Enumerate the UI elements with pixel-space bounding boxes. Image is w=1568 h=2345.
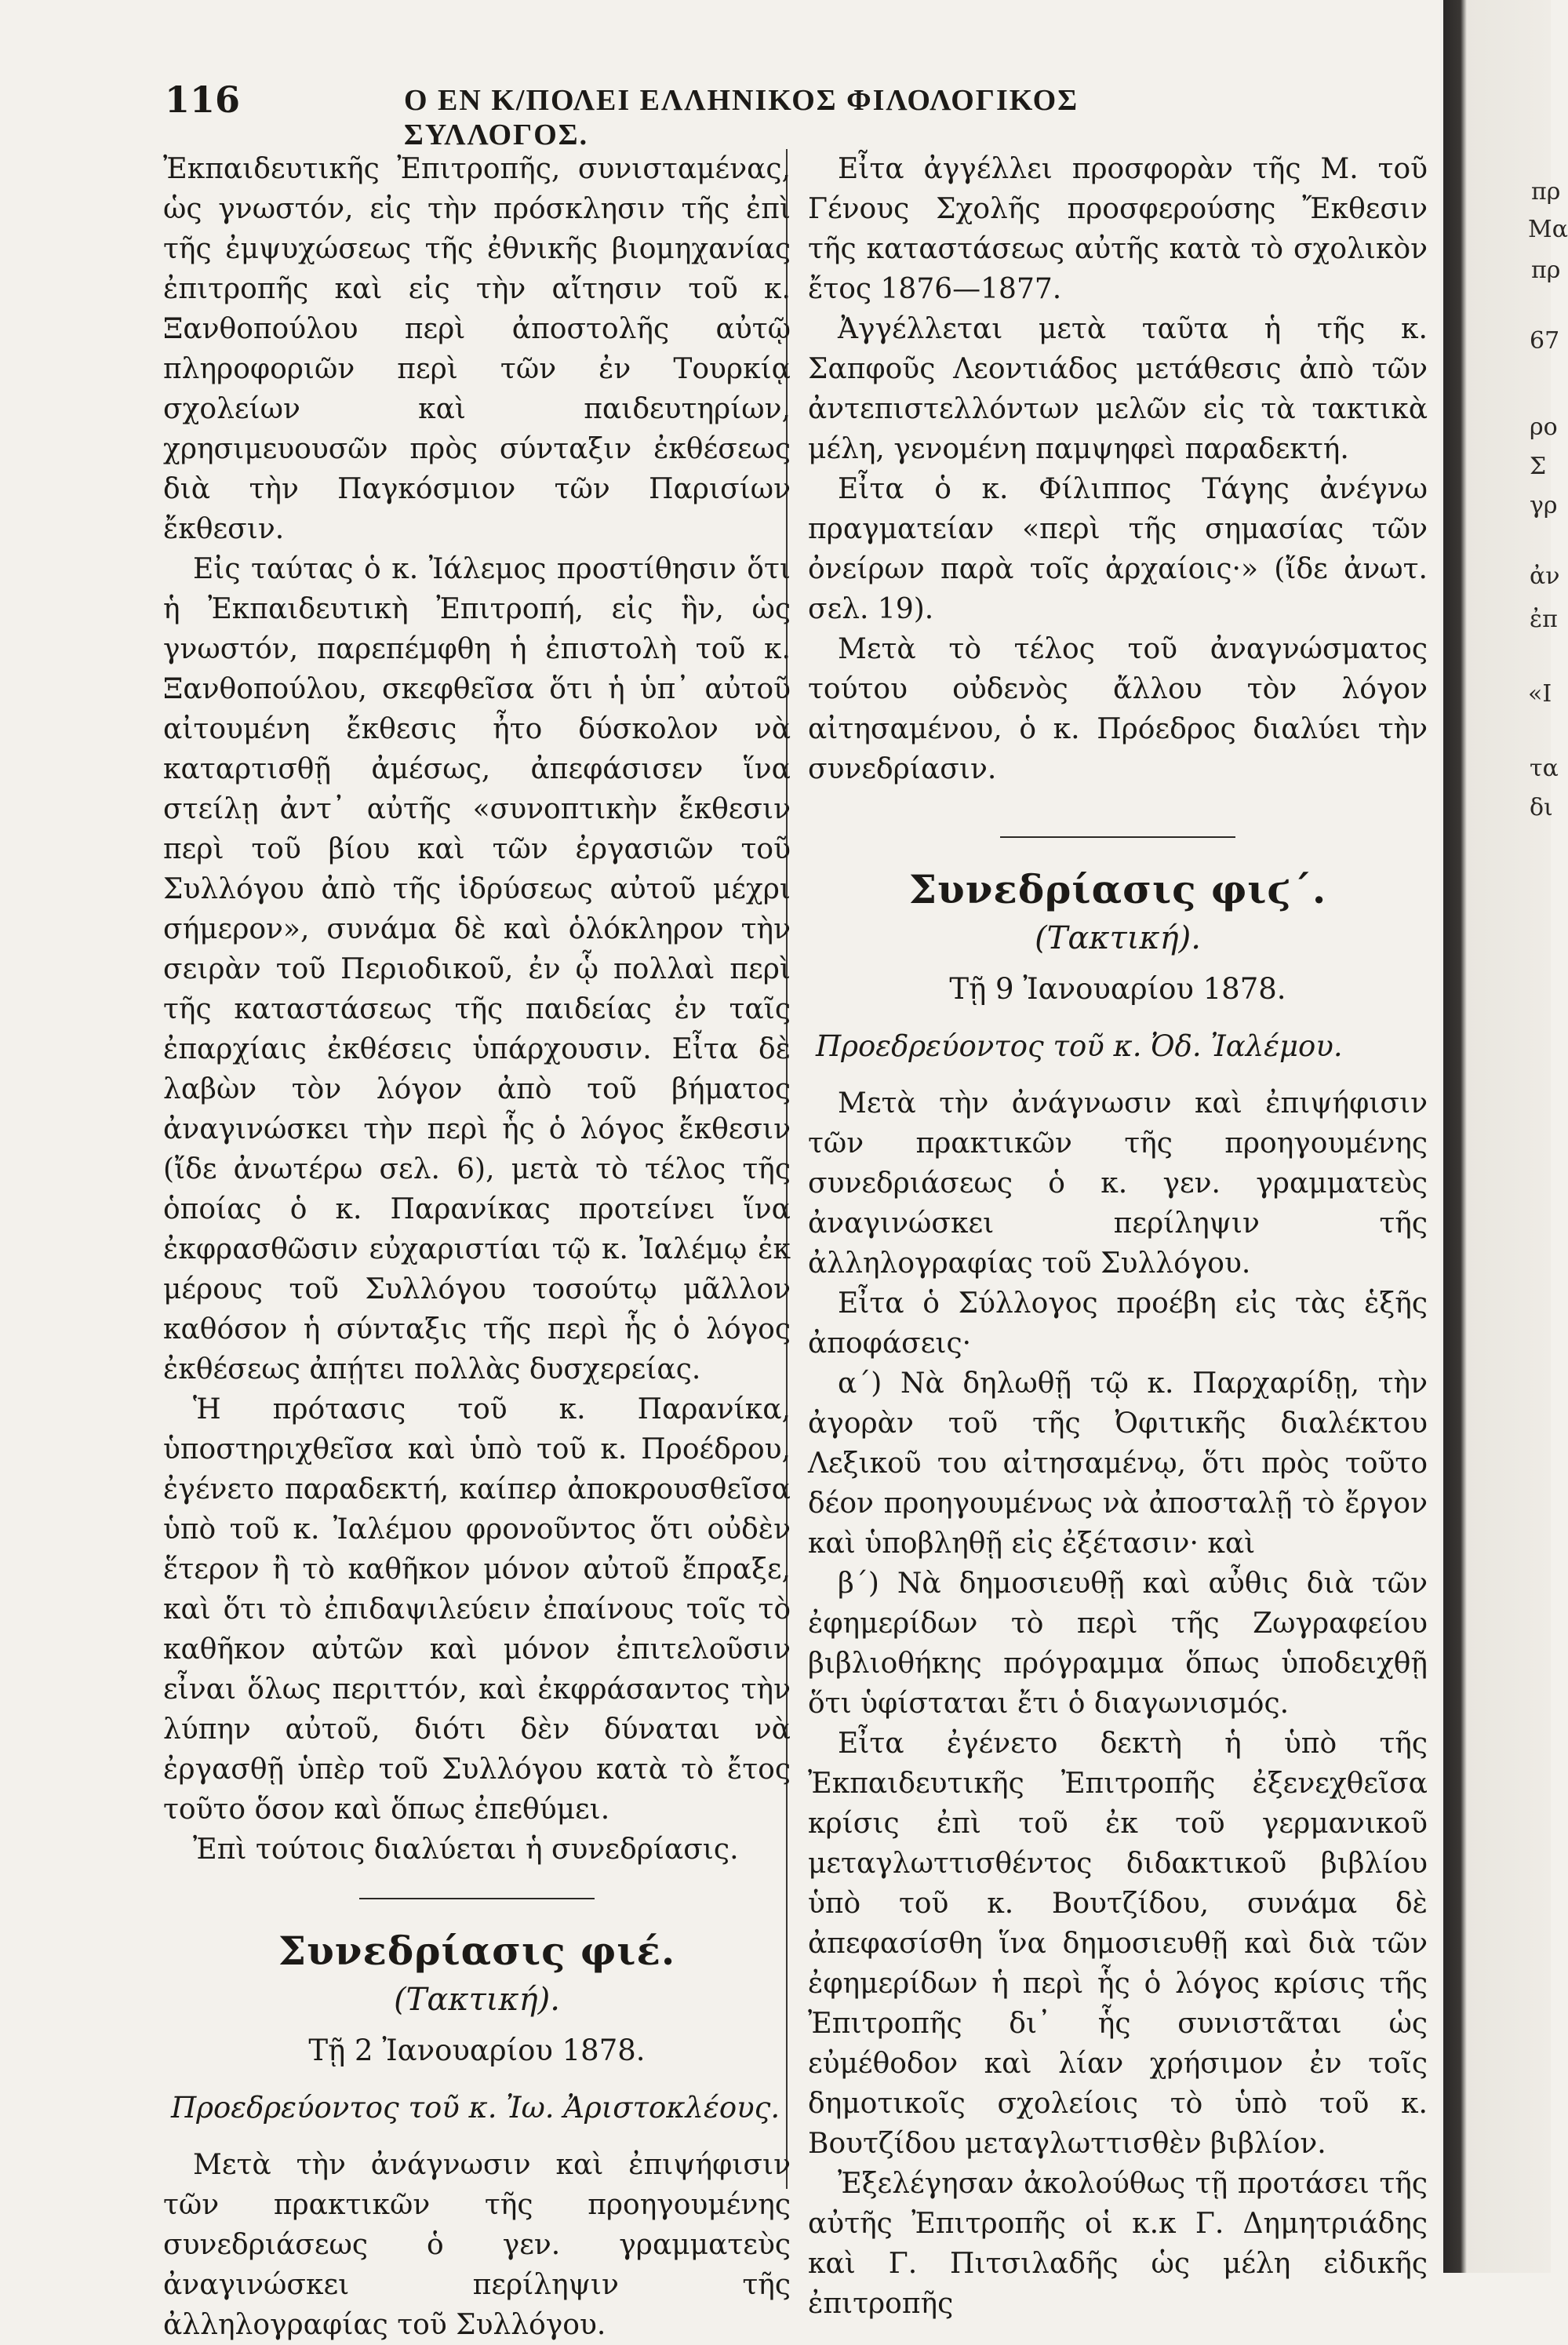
edge-fragment: πρ: [1531, 257, 1561, 284]
session-presiding: Προεδρεύοντος τοῦ κ. Ὀδ. Ἰαλέμου.: [816, 1029, 1343, 1063]
session-date: Τῇ 9 Ἰανουαρίου 1878.: [949, 972, 1286, 1006]
session-presiding: Προεδρεύοντος τοῦ κ. Ἰω. Ἀριστοκλέους.: [171, 2091, 780, 2125]
paragraph: Ἐπὶ τούτοις διαλύεται ἡ συνεδρίασις.: [193, 1833, 739, 1866]
running-title: Ο ΕΝ Κ/ΠΟΛΕΙ ΕΛΛΗΝΙΚΟΣ ΦΙΛΟΛΟΓΙΚΟΣ ΣΥΛΛΟΓΟΣ.: [404, 84, 1079, 151]
paragraph: α΄) Νὰ δηλωθῇ τῷ κ. Παρχαρίδῃ, τὴν ἀγορὰν τοῦ τῆς Ὀφιτικῆς διαλέκτου Λεξικοῦ του αἰτησαμένῳ, ὅτι πρὸς τοῦτο δέον προηγουμένως νὰ ἀποσταλῇ τὸ ἔργον καὶ ὑποβληθῇ εἰς ἐξέτασιν· καὶ: [808, 1367, 1428, 1560]
session-date: Τῇ 2 Ἰανουαρίου 1878.: [308, 2034, 646, 2067]
paragraph: Εἰς ταύτας ὁ κ. Ἰάλεμος προστίθησιν ὅτι ἡ Ἐκπαιδευτικὴ Ἐπιτροπή, εἰς ἣν, ὡς γνωστόν, παρεπέμφθη ἡ ἐπιστολὴ τοῦ κ. Ξανθοπούλου, σκεφθεῖσα ὅτι ἡ ὑπ᾽ αὐτοῦ αἰτουμένη ἔκθεσις ἦτο δύσκολον νὰ καταρτισθῇ ἀμέσως, ἀπεφάσισεν ἵνα στείλῃ ἀντ᾽ αὐτῆς «συνοπτικὴν ἔκθεσιν περὶ τοῦ βίου καὶ τῶν ἐργασιῶν τοῦ Συλλόγου ἀπὸ τῆς ἱδρύσεως αὐτοῦ μέχρι σήμερον», συνάμα δὲ καὶ ὁλόκληρον τὴν σειρὰν τοῦ Περιοδικοῦ, ἐν ᾧ πολλαὶ περὶ τῆς καταστάσεως τῆς παιδείας ἐν ταῖς ἐπαρχίαις ἐκθέσεις ὑπάρχουσιν. Εἶτα δὲ λαβὼν τὸν λόγον ἀπὸ τοῦ βήματος ἀναγινώσκει τὴν περὶ ἧς ὁ λόγος ἔκθεσιν (ἴδε ἀνωτέρω σελ. 6), μετὰ τὸ τέλος τῆς ὁποίας ὁ κ. Παρανίκας προτείνει ἵνα ἐκφρασθῶσιν εὐχαριστίαι τῷ κ. Ἰαλέμῳ ἐκ μέρους τοῦ Συλλόγου τοσούτῳ μᾶλλον καθόσον ἡ σύνταξις τῆς περὶ ἧς ὁ λόγος ἐκθέσεως ἀπῄτει πολλὰς δυσχερείας.: [163, 553, 791, 1386]
paragraph: Εἶτα ἐγένετο δεκτὴ ἡ ὑπὸ τῆς Ἐκπαιδευτικῆς Ἐπιτροπῆς ἐξενεχθεῖσα κρίσις ἐπὶ τοῦ ἐκ τοῦ γερμανικοῦ μεταγλωττισθέντος διδακτικοῦ βιβλίου ὑπὸ τοῦ κ. Βουτζίδου, συνάμα δὲ ἀπεφασίσθη ἵνα δημοσιευθῇ καὶ διὰ τῶν ἐφημερίδων ἡ περὶ ἧς ὁ λόγος κρίσις τῆς Ἐπιτροπῆς δι᾽ ἧς συνιστᾶται ὡς εὐμέθοδον καὶ λίαν χρήσιμον ἐν τοῖς δημοτικοῖς σχολείοις τὸ ὑπὸ τοῦ κ. Βουτζίδου μεταγλωττισθὲν βιβλίον.: [808, 1728, 1428, 2160]
edge-fragment: ἐπ: [1530, 606, 1558, 633]
edge-fragment: Μα: [1528, 216, 1568, 243]
edge-fragment: Σ: [1530, 453, 1547, 480]
paragraph: Μετὰ τὴν ἀνάγνωσιν καὶ ἐπιψήφισιν τῶν πρακτικῶν τῆς προηγουμένης συνεδριάσεως ὁ γεν. γραμματεὺς ἀναγινώσκει περίληψιν τῆς ἀλληλογραφίας τοῦ Συλλόγου.: [163, 2149, 791, 2341]
session-title: Συνεδρίασις φιϛ΄.: [908, 866, 1327, 912]
page-number: 116: [165, 78, 241, 121]
paragraph: Μετὰ τὴν ἀνάγνωσιν καὶ ἐπιψήφισιν τῶν πρακτικῶν τῆς προηγουμένης συνεδριάσεως ὁ κ. γεν. γραμματεὺς ἀναγινώσκει περίληψιν τῆς ἀλληλογραφίας τοῦ Συλλόγου.: [808, 1087, 1428, 1280]
paragraph: Ἐξελέγησαν ἀκολούθως τῇ προτάσει τῆς αὐτῆς Ἐπιτροπῆς οἱ κ.κ Γ. Δημητριάδης καὶ Γ. Πιτσιλαδῆς ὡς μέλη εἰδικῆς ἐπιτροπῆς: [808, 2168, 1428, 2320]
edge-fragment: γρ: [1530, 492, 1558, 519]
paragraph: Εἶτα ὁ κ. Φίλιππος Τάγης ἀνέγνω πραγματείαν «περὶ τῆς σημασίας τῶν ὀνείρων παρὰ τοῖς ἀρχαίοις·» (ἴδε ἀνωτ. σελ. 19).: [808, 473, 1428, 625]
session-type: (Τακτική).: [394, 1982, 560, 2018]
right-column: [808, 149, 1428, 2324]
paragraph: Μετὰ τὸ τέλος τοῦ ἀναγνώσματος τούτου οὐδενὸς ἄλλου τὸν λόγον αἰτησαμένου, ὁ κ. Πρόεδρος διαλύει τὴν συνεδρίασιν.: [808, 633, 1428, 785]
paragraph: β΄) Νὰ δημοσιευθῇ καὶ αὖθις διὰ τῶν ἐφημερίδων τὸ περὶ τῆς Ζωγραφείου βιβλιοθήκης πρόγραμμα ὅπως ὑποδειχθῇ ὅτι ὑφίσταται ἔτι ὁ διαγωνισμός.: [808, 1568, 1428, 1720]
section-separator: [359, 1898, 595, 1899]
edge-fragment: ἀν: [1530, 563, 1560, 590]
section-separator: [1000, 836, 1235, 838]
edge-fragment: «Ι: [1528, 680, 1552, 708]
edge-fragment: 67: [1530, 327, 1560, 355]
page-header: [165, 78, 1208, 151]
paragraph: Εἶτα ἀγγέλλει προσφορὰν τῆς Μ. τοῦ Γένους Σχολῆς προσφερούσης Ἔκθεσιν τῆς καταστάσεως αὐτῆς κατὰ τὸ σχολικὸν ἔτος 1876—1877.: [808, 153, 1428, 305]
paragraph: Εἶτα ὁ Σύλλογος προέβη εἰς τὰς ἑξῆς ἀποφάσεις·: [808, 1287, 1428, 1360]
edge-fragment: δι: [1530, 794, 1553, 821]
edge-fragment: ρο: [1530, 413, 1558, 441]
paragraph: Ἡ πρότασις τοῦ κ. Παρανίκα, ὑποστηριχθεῖσα καὶ ὑπὸ τοῦ κ. Προέδρου, ἐγένετο παραδεκτή, καίπερ ἀποκρουσθεῖσα ὑπὸ τοῦ κ. Ἰαλέμου φρονοῦντος ὅτι οὐδὲν ἕτερον ἢ τὸ καθῆκον μόνον αὐτοῦ ἔπραξε, καὶ ὅτι τὸ ἐπιδαψιλεύειν ἐπαίνους τοῖς τὸ καθῆκον αὐτῶν καὶ μόνον ἐπιτελοῦσιν εἶναι ὅλως περιττόν, καὶ ἐκφράσαντος τὴν λύπην αὐτοῦ, διότι δὲν δύναται νὰ ἐργασθῇ ὑπὲρ τοῦ Συλλόγου κατὰ τὸ ἔτος τοῦτο ὅσον καὶ ὅπως ἐπεθύμει.: [163, 1393, 791, 1826]
left-column: [163, 149, 791, 2345]
session-title: Συνεδρίασις φιέ.: [278, 1928, 676, 1974]
edge-fragment: τα: [1530, 755, 1559, 782]
session-type: (Τακτική).: [1035, 920, 1201, 956]
paragraph: Ἀγγέλλεται μετὰ ταῦτα ἡ τῆς κ. Σαπφοῦς Λεοντιάδος μετάθεσις ἀπὸ τῶν ἀντεπιστελλόντων μελῶν εἰς τὰ τακτικὰ μέλη, γενομένη παμψηφεὶ παραδεκτή.: [808, 313, 1428, 465]
paragraph: Ἐκπαιδευτικῆς Ἐπιτροπῆς, συνισταμένας, ὡς γνωστόν, εἰς τὴν πρόσκλησιν τῆς ἐπὶ τῆς ἐμψυχώσεως τῆς ἐθνικῆς βιομηχανίας ἐπιτροπῆς καὶ εἰς τὴν αἴτησιν τοῦ κ. Ξανθοπούλου περὶ ἀποστολῆς αὐτῷ πληροφοριῶν περὶ τῶν ἐν Τουρκίᾳ σχολείων καὶ παιδευτηρίων, χρησιμευουσῶν πρὸς σύνταξιν ἐκθέσεως διὰ τὴν Παγκόσμιον τῶν Παρισίων ἔκθεσιν.: [163, 153, 791, 545]
edge-fragment: πρ: [1531, 178, 1561, 206]
